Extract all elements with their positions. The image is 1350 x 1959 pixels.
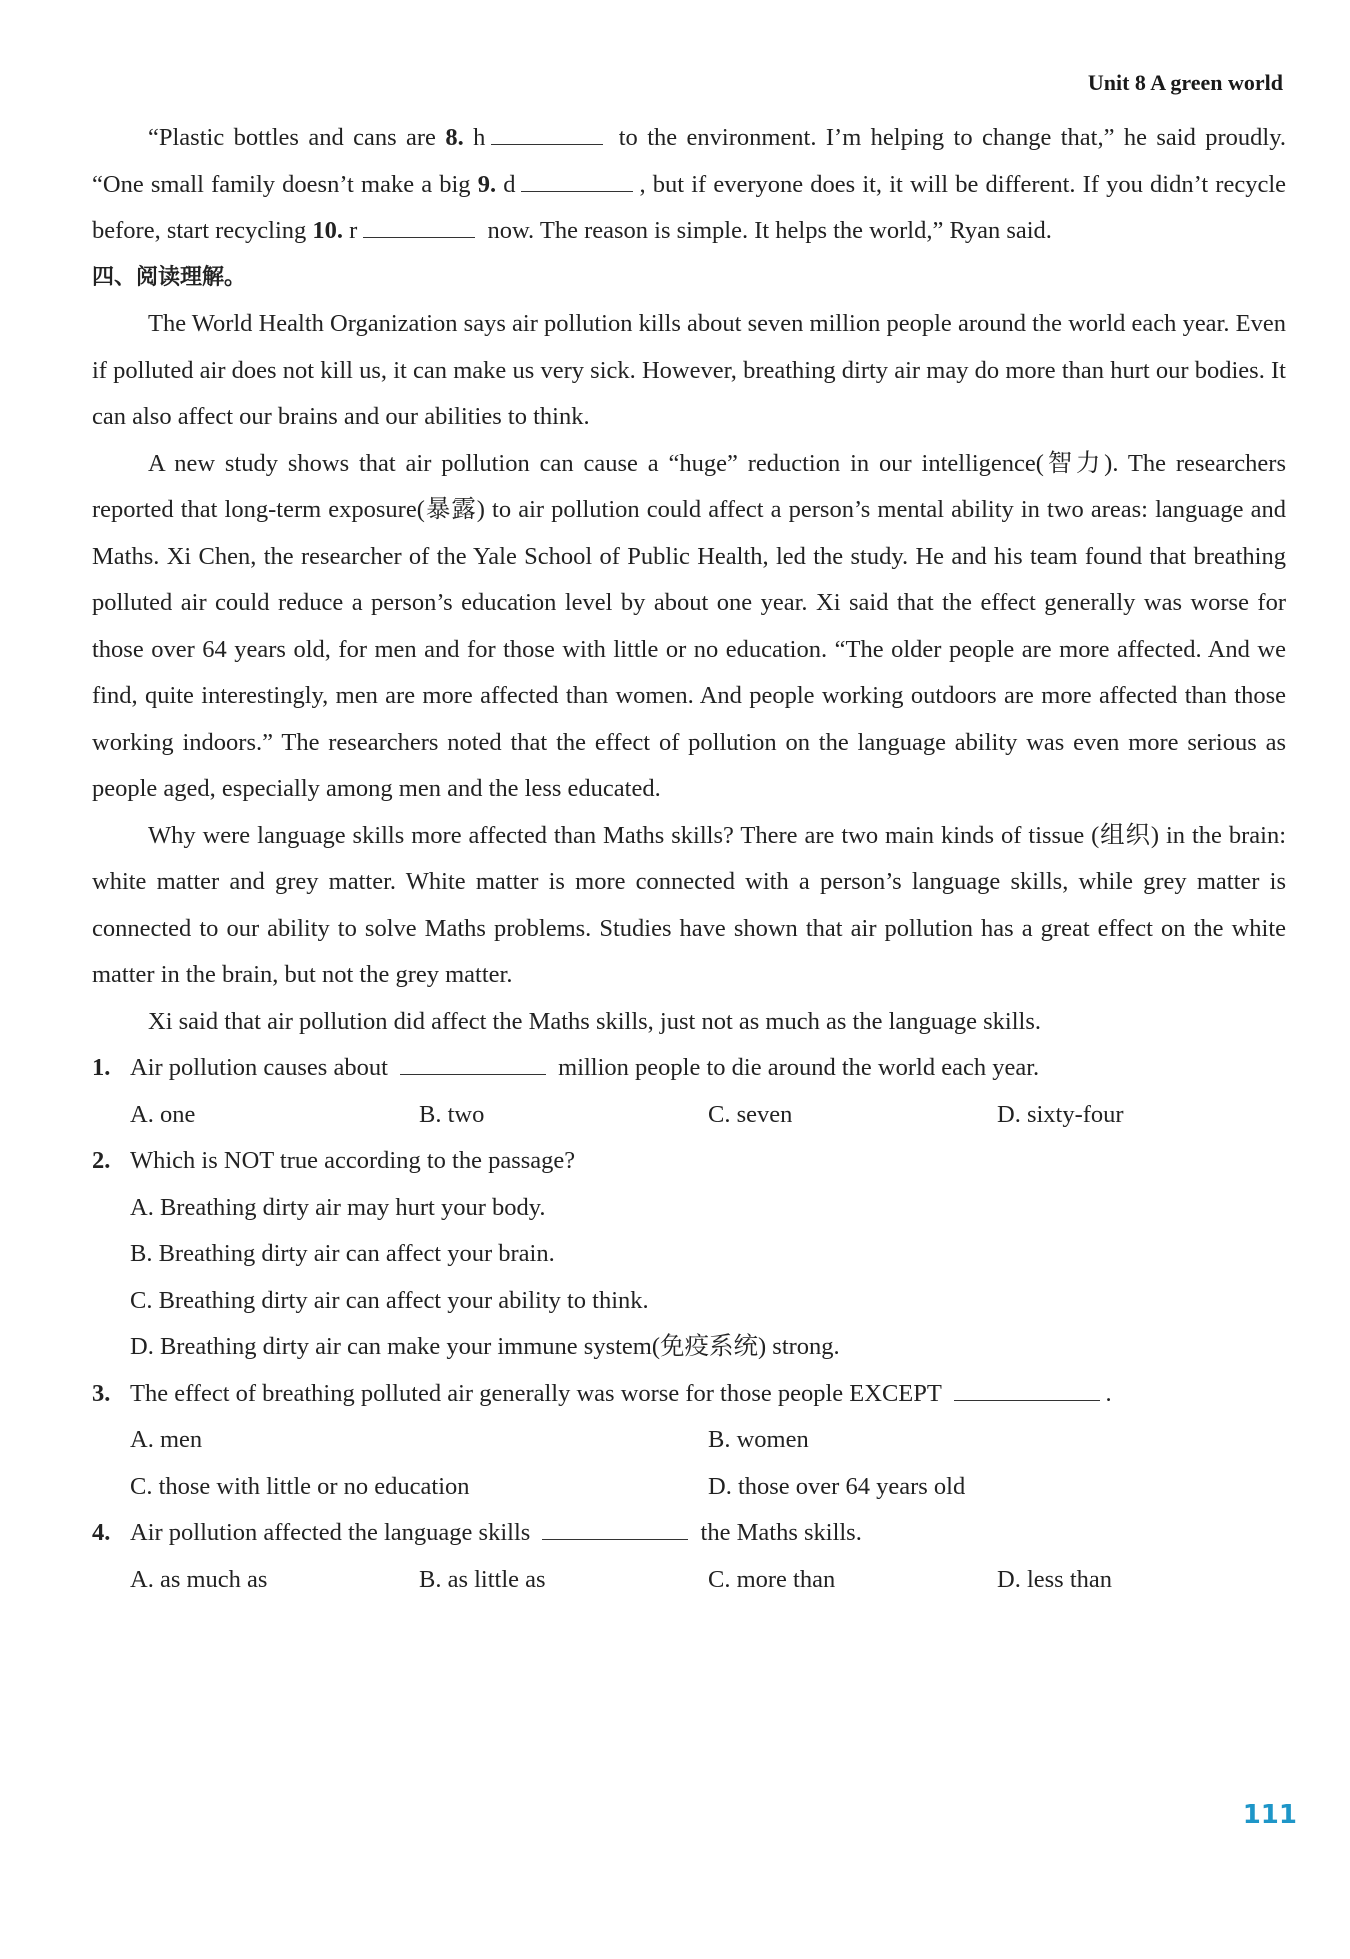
answer-blank[interactable] (400, 1050, 546, 1075)
question-text: Air pollution affected the language skills (130, 1519, 537, 1546)
question-number: 1. (92, 1054, 111, 1081)
option-c[interactable]: C. those with little or no education (130, 1472, 470, 1500)
cloze-text: h (463, 124, 486, 151)
question-1-options (92, 1092, 1286, 1139)
question-number: 2. (92, 1147, 111, 1174)
question-text: the Maths skills. (694, 1519, 862, 1546)
question-4 (92, 1510, 1286, 1557)
cloze-text: d (496, 170, 516, 198)
option-d[interactable]: D. less than (997, 1565, 1112, 1593)
question-3-options-row-2 (92, 1464, 1286, 1511)
content (92, 115, 1286, 1603)
option-c[interactable]: C. Breathing dirty air can affect your ability to think. (130, 1286, 649, 1314)
cloze-text: “Plastic bottles and cans are (148, 124, 446, 151)
cloze-text: now. The reason is simple. It helps the world,” Ryan said. (481, 217, 1052, 244)
option-b[interactable]: B. Breathing dirty air can affect your brain. (130, 1240, 555, 1267)
question-text: . (1105, 1379, 1112, 1407)
question-number: 4. (92, 1519, 111, 1546)
blank-8[interactable] (491, 120, 603, 145)
blank-number-8: 8. (445, 124, 464, 151)
option-a[interactable]: A. men (130, 1426, 203, 1453)
passage-paragraph-1: The World Health Organization says air pollution kills about seven million people around the world each year. Even if polluted air does not kill us, it can make us very sick. However, breathing dirty air may do more than hurt our bodies. It can also affect our brains and our abilities to think. (92, 310, 1286, 430)
option-c[interactable]: C. seven (708, 1100, 793, 1128)
question-4-options (92, 1557, 1286, 1604)
cloze-text: , but if everyone does it, it will be different. If you didn’t recycle before, start recycling (92, 170, 1286, 244)
option-b[interactable]: B. as little as (419, 1565, 546, 1593)
question-3 (92, 1371, 1286, 1418)
option-a[interactable]: A. as much as (130, 1565, 268, 1593)
passage-paragraph-3: Why were language skills more affected than Maths skills? There are two main kinds of tissue (组织) in the brain: white matter and grey matter. White matter is more connected with a person’s language skills, while grey matter is connected to our ability to solve Maths problems. Studies have shown that air pollution has a great effect on the white matter in the brain, but not the grey matter. (92, 821, 1286, 988)
question-text: Air pollution causes about (130, 1054, 395, 1081)
option-d[interactable]: D. sixty-four (997, 1100, 1124, 1128)
answer-blank[interactable] (954, 1376, 1100, 1401)
cloze-text: to the environment. I’m helping to change that,” he said proudly. “One small family doesn’t make a big (92, 124, 1287, 198)
section-title: 四、阅读理解。 (92, 264, 247, 290)
question-number: 3. (92, 1379, 111, 1407)
option-b[interactable]: B. women (708, 1426, 809, 1453)
passage-paragraph-4: Xi said that air pollution did affect the Maths skills, just not as much as the language skills. (148, 1007, 1041, 1035)
option-d[interactable]: D. those over 64 years old (708, 1472, 966, 1500)
option-b[interactable]: B. two (419, 1100, 485, 1128)
option-c[interactable]: C. more than (708, 1565, 836, 1593)
question-2 (92, 1138, 1286, 1185)
answer-blank[interactable] (542, 1515, 688, 1540)
cloze-paragraph (92, 115, 1286, 255)
unit-header: Unit 8 A green world (1087, 70, 1283, 95)
option-a[interactable]: A. one (130, 1100, 196, 1128)
option-a[interactable]: A. Breathing dirty air may hurt your body. (130, 1193, 546, 1221)
question-text: The effect of breathing polluted air generally was worse for those people EXCEPT (130, 1379, 948, 1407)
cloze-text: r (343, 217, 358, 244)
option-d[interactable]: D. Breathing dirty air can make your immune system(免疫系统) strong. (130, 1333, 840, 1360)
passage-paragraph-2: A new study shows that air pollution can cause a “huge” reduction in our intelligence(智力). The researchers reported that long-term exposure(暴露) to air pollution could affect a person’s mental ability in two areas: language and Maths. Xi Chen, the researcher of the Yale School of Public Health, led the study. He and his team found that breathing polluted air could reduce a person’s education level by about one year. Xi said that the effect generally was worse for those over 64 years old, for men and for those with little or no education. “The older people are more affected. And we find, quite interestingly, men are more affected than women. And people working outdoors are more affected than those working indoors.” The researchers noted that the effect of pollution on the language ability was even more serious as people aged, especially among men and the less educated. (92, 449, 1286, 802)
blank-number-10: 10. (312, 217, 344, 244)
question-1 (92, 1045, 1286, 1092)
question-text: Which is NOT true according to the passage? (130, 1147, 576, 1174)
blank-number-9: 9. (477, 170, 497, 198)
question-3-options-row-1 (92, 1417, 1286, 1464)
blank-10[interactable] (363, 213, 475, 238)
question-text: million people to die around the world each year. (552, 1054, 1040, 1081)
page-number: 111 (1242, 1800, 1297, 1830)
blank-9[interactable] (521, 167, 633, 192)
